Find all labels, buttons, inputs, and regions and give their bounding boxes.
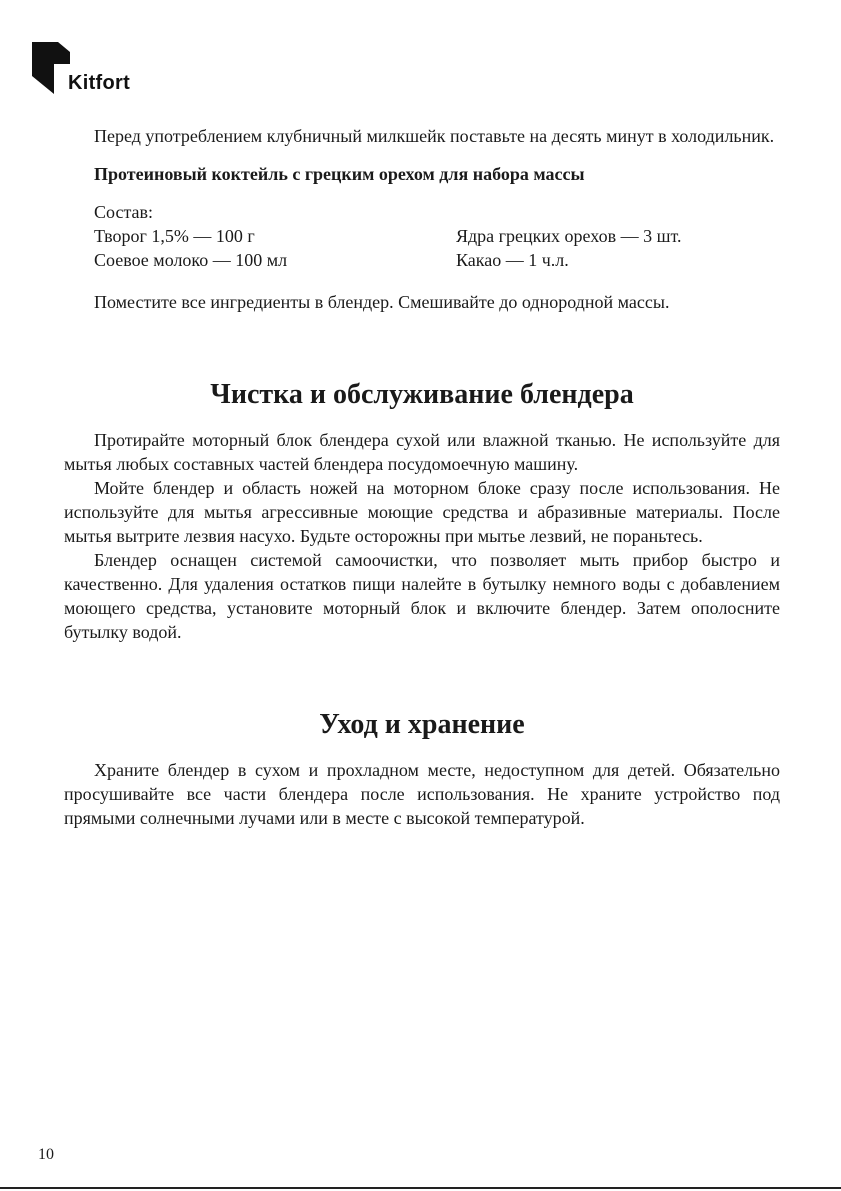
cleaning-paragraph: Блендер оснащен системой самоочистки, что позволяет мыть прибор быстро и качественно. Для удаления остатков пищи налейте в бутылку немного воды с добавлением моющего средства, установите моторный блок и включите блендер. Затем ополосните бутылку водой.	[64, 550, 780, 642]
recipe-instruction: Поместите все ингредиенты в блендер. Смешивайте до однородной массы.	[94, 292, 670, 312]
care-heading: Уход и хранение	[319, 709, 525, 740]
intro-paragraph: Перед употреблением клубничный милкшейк поставьте на десять минут в холодильник.	[94, 126, 775, 146]
page-number: 10	[38, 1146, 54, 1163]
cleaning-heading: Чистка и обслуживание блендера	[210, 379, 634, 410]
cleaning-paragraph: Мойте блендер и область ножей на моторном блоке сразу после использования. Не используйте для мытья агрессивные моющие средства и абразивные материалы. После мытья вытрите лезвия насухо. Будьте осторожны при мытье лезвий, не пораньтесь.	[64, 478, 780, 546]
ingredient-item: Творог 1,5% — 100 г	[94, 226, 255, 246]
ingredient-item: Какао — 1 ч.л.	[456, 250, 569, 270]
recipe-title: Протеиновый коктейль с грецким орехом для набора массы	[94, 164, 585, 184]
recipe-composition	[64, 200, 780, 272]
ingredient-item: Ядра грецких орехов — 3 шт.	[456, 226, 682, 246]
ingredients-list	[94, 224, 780, 272]
cleaning-paragraph: Протирайте моторный блок блендера сухой или влажной тканью. Не используйте для мытья любых составных частей блендера посудомоечную машину.	[64, 430, 780, 474]
logo-text: Kitfort	[68, 72, 131, 94]
composition-label: Состав:	[94, 202, 154, 222]
kitfort-logo	[32, 42, 131, 94]
bottom-divider	[0, 1187, 841, 1189]
kitfort-logo-icon	[32, 42, 72, 94]
ingredient-item: Соевое молоко — 100 мл	[94, 250, 288, 270]
page-content	[64, 124, 780, 830]
care-paragraph: Храните блендер в сухом и прохладном месте, недоступном для детей. Обязательно просушивайте все части блендера после использования. Не храните устройство под прямыми солнечными лучами или в месте с высокой температурой.	[64, 760, 780, 828]
